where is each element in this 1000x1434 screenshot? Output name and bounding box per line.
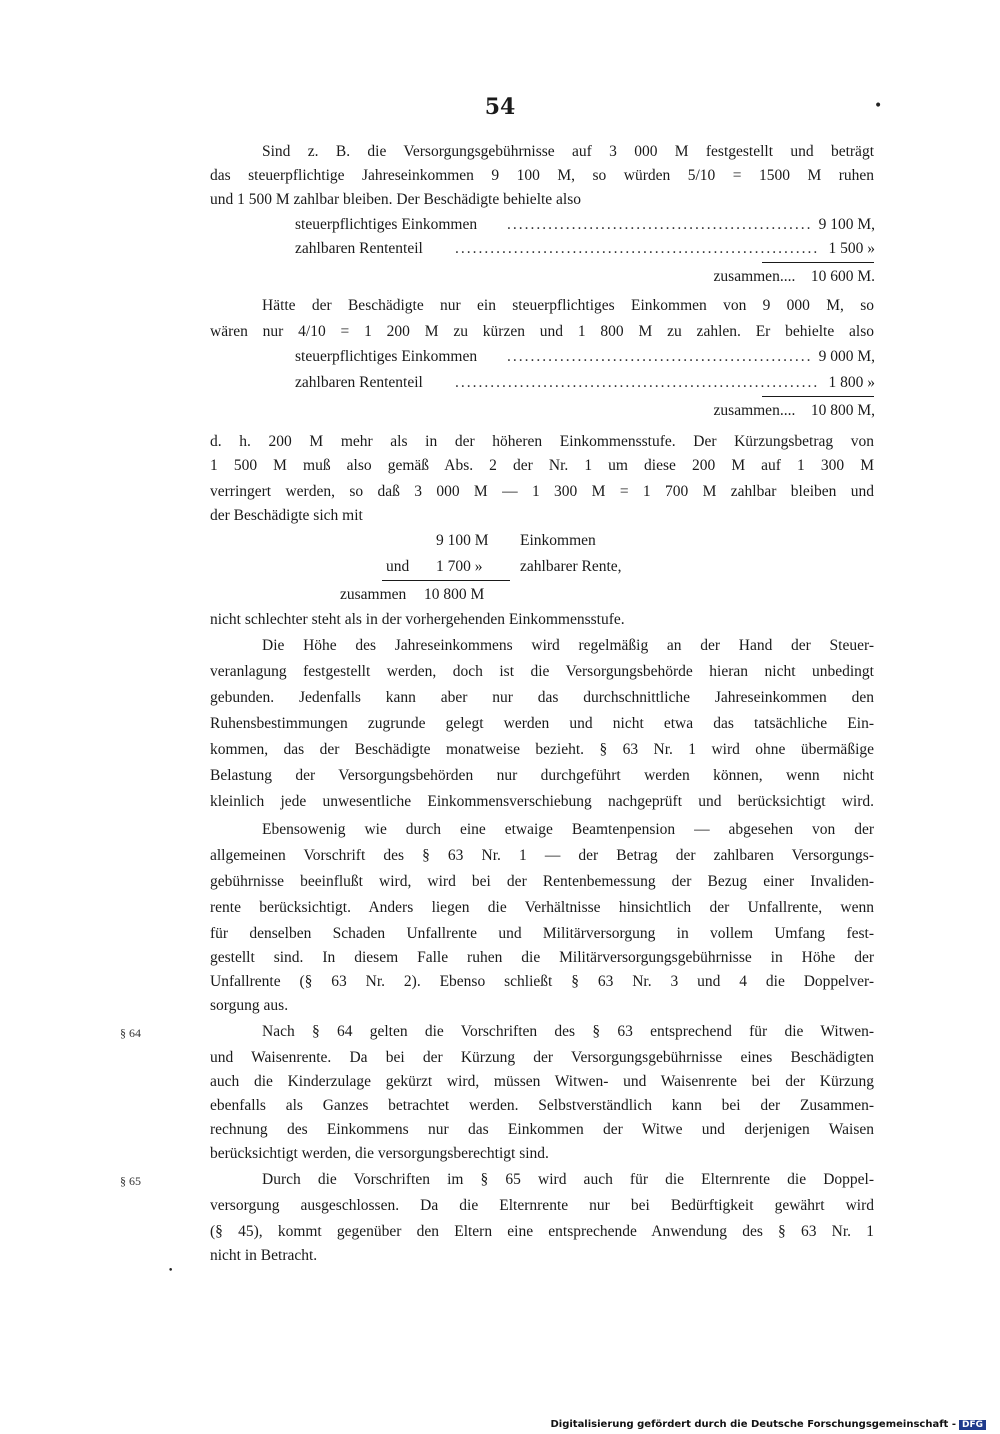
calc-amount: 1 800 » bbox=[828, 374, 875, 391]
sum-amount: 1 700 » bbox=[436, 558, 483, 575]
text-line: kleinlich jede unwesentliche Einkommensverschiebung nachgeprüft und berücksichtigt wird. bbox=[210, 793, 874, 810]
text-line: gestellt sind. In diesem Falle ruhen die Militärversorgungsgebührnisse in Höhe der bbox=[210, 949, 874, 966]
text-line: nicht schlechter steht als in der vorhergehenden Einkommensstufe. bbox=[210, 611, 625, 628]
dot-leader: .................................................... bbox=[507, 216, 813, 233]
text-line: veranlagung festgestellt werden, doch ist die Versorgungsbehörde hieran nicht unbedingt bbox=[210, 663, 874, 680]
text-line: rechnung des Einkommens nur das Einkommen der Witwe und derjenigen Waisen bbox=[210, 1121, 874, 1138]
total-label: zusammen.... bbox=[713, 402, 796, 419]
text-line: der Beschädigte sich mit bbox=[210, 507, 363, 524]
text-line: Hätte der Beschädigte nur ein steuerpflichtiges Einkommen von 9 000 M, so bbox=[262, 297, 874, 314]
sum-amount: 9 100 M bbox=[436, 532, 489, 549]
text-line: für denselben Schaden Unfallrente und Militärversorgung in vollem Umfang fest- bbox=[210, 925, 874, 942]
stray-mark: • bbox=[874, 98, 883, 114]
sum-rule bbox=[762, 396, 874, 397]
digitization-credit bbox=[550, 1419, 986, 1430]
dfg-logo: DFG bbox=[959, 1420, 986, 1430]
text-line: Unfallrente (§ 63 Nr. 2). Ebenso schließt § 63 Nr. 3 und 4 die Doppelver- bbox=[210, 973, 874, 990]
text-line: nicht in Betracht. bbox=[210, 1247, 318, 1264]
text-line: kommen, das der Beschädigte monatweise bezieht. § 63 Nr. 1 wird ohne übermäßige bbox=[210, 741, 874, 758]
calc-amount: 1 500 » bbox=[828, 240, 875, 257]
sum-rule bbox=[762, 262, 874, 263]
total-label: zusammen.... bbox=[713, 268, 796, 285]
text-line: auch die Kinderzulage gekürzt wird, müssen Witwen- und Waisenrente bei der Kürzung bbox=[210, 1073, 874, 1090]
text-line: und Waisenrente. Da bei der Kürzung der Versorgungsgebührnisse eines Beschädigten bbox=[210, 1049, 874, 1066]
sum-rule bbox=[382, 580, 510, 581]
text-line: 1 500 M muß also gemäß Abs. 2 der Nr. 1 um diese 200 M auf 1 300 M bbox=[210, 457, 874, 474]
sum-prefix: und bbox=[386, 558, 410, 575]
text-line: Durch die Vorschriften im § 65 wird auch für die Elternrente die Doppel- bbox=[262, 1171, 874, 1188]
page-number: 54 bbox=[484, 94, 516, 120]
dot-leader: .............................................................. bbox=[455, 240, 820, 257]
sum-total-label: zusammen bbox=[340, 586, 407, 603]
text-line: Ruhensbestimmungen zugrunde gelegt werden und nicht etwa das tatsächliche Ein- bbox=[210, 715, 874, 732]
text-line: Sind z. B. die Versorgungsgebührnisse auf 3 000 M festgestellt und beträgt bbox=[262, 143, 874, 160]
text-line: sorgung aus. bbox=[210, 997, 289, 1014]
text-line: gebührnisse beeinflußt wird, wird bei der Rentenbemessung der Bezug einer Invaliden- bbox=[210, 873, 874, 890]
calc-amount: 9 000 M, bbox=[818, 348, 875, 365]
calc-label: steuerpflichtiges Einkommen bbox=[295, 216, 478, 233]
text-line: und 1 500 M zahlbar bleiben. Der Beschädigte behielte also bbox=[210, 191, 582, 208]
calc-label: steuerpflichtiges Einkommen bbox=[295, 348, 478, 365]
calc-label: zahlbaren Rententeil bbox=[295, 374, 423, 391]
margin-note: § 65 bbox=[120, 1174, 141, 1188]
text-line: Belastung der Versorgungsbehörden nur durchgeführt werden können, wenn nicht bbox=[210, 767, 874, 784]
credit-text: Digitalisierung gefördert durch die Deutsche Forschungsgemeinschaft - bbox=[550, 1419, 956, 1430]
text-line: Die Höhe des Jahreseinkommens wird regelmäßig an der Hand der Steuer- bbox=[262, 637, 874, 654]
sum-total: 10 800 M bbox=[424, 586, 485, 603]
text-line: Nach § 64 gelten die Vorschriften des § 63 entsprechend für die Witwen- bbox=[262, 1023, 874, 1040]
calc-total bbox=[714, 268, 875, 286]
text-line: Ebensowenig wie durch eine etwaige Beamtenpension — abgesehen von der bbox=[262, 821, 874, 838]
text-line: gebunden. Jedenfalls kann aber nur das durchschnittliche Jahreseinkommen den bbox=[210, 689, 874, 706]
calc-row bbox=[295, 374, 875, 396]
dot-leader: .............................................................. bbox=[455, 374, 820, 391]
sum-label: zahlbarer Rente, bbox=[520, 558, 622, 575]
calc-row bbox=[295, 216, 875, 238]
text-line: versorgung ausgeschlossen. Da die Elternrente nur bei Bedürftigkeit gewährt wird bbox=[210, 1197, 874, 1214]
text-line: verringert werden, so daß 3 000 M — 1 300 M = 1 700 M zahlbar bleiben und bbox=[210, 483, 874, 500]
calc-row bbox=[295, 240, 875, 262]
dot-leader: .................................................... bbox=[507, 348, 813, 365]
text-line: rente berücksichtigt. Anders liegen die Verhältnisse hinsichtlich der Unfallrente, wenn bbox=[210, 899, 874, 916]
text-line: berücksichtigt werden, die versorgungsberechtigt sind. bbox=[210, 1145, 549, 1162]
stray-mark: • bbox=[168, 1266, 174, 1276]
calc-amount: 9 100 M, bbox=[818, 216, 875, 233]
calc-label: zahlbaren Rententeil bbox=[295, 240, 423, 257]
total-amount: 10 600 M. bbox=[810, 268, 875, 285]
text-line: (§ 45), kommt gegenüber den Eltern eine entsprechende Anwendung des § 63 Nr. 1 bbox=[210, 1223, 874, 1240]
text-line: wären nur 4/10 = 1 200 M zu kürzen und 1 800 M zu zahlen. Er behielte also bbox=[210, 323, 874, 340]
text-line: allgemeinen Vorschrift des § 63 Nr. 1 — der Betrag der zahlbaren Versorgungs- bbox=[210, 847, 874, 864]
text-line: ebenfalls als Ganzes betrachtet werden. Selbstverständlich kann bei der Zusammen- bbox=[210, 1097, 874, 1114]
text-line: d. h. 200 M mehr als in der höheren Einkommensstufe. Der Kürzungsbetrag von bbox=[210, 433, 874, 450]
calc-row bbox=[295, 348, 875, 370]
text-line: das steuerpflichtige Jahreseinkommen 9 100 M, so würden 5/10 = 1500 M ruhen bbox=[210, 167, 874, 184]
margin-note: § 64 bbox=[120, 1026, 141, 1040]
total-amount: 10 800 M, bbox=[810, 402, 875, 419]
sum-label: Einkommen bbox=[520, 532, 596, 549]
calc-total bbox=[714, 402, 875, 420]
